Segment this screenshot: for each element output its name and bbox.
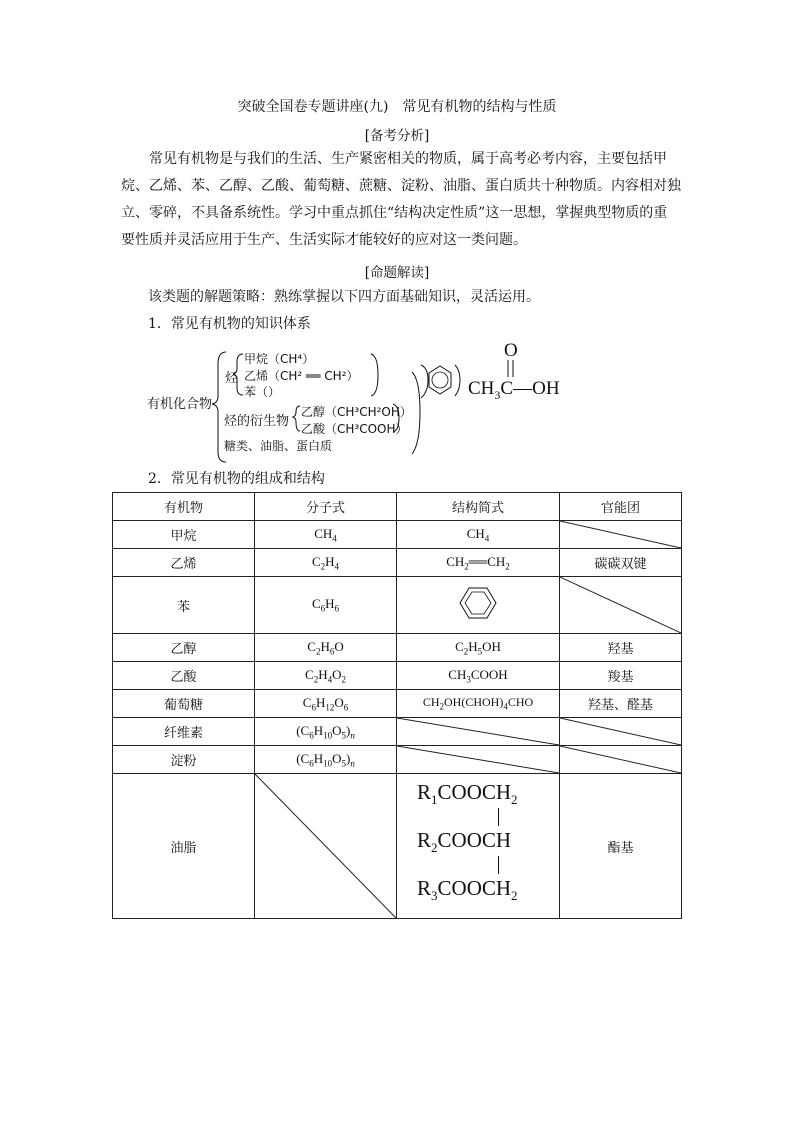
fat-bond-1 [498, 808, 499, 826]
acid-c-label: C [500, 378, 514, 399]
table-row [113, 634, 682, 662]
molecular-formula: $C_2H_4O_2$ [255, 662, 397, 690]
functional-group-empty [560, 718, 682, 746]
root-close-brace [412, 372, 420, 454]
table-row [113, 577, 682, 634]
compound-name: 乙酸 [113, 662, 255, 690]
acid-ch-label: CH [468, 378, 495, 399]
derivative-brace [293, 406, 300, 431]
table-row [113, 549, 682, 577]
tree-acetic-acid: 乙酸（CH³COOH） [301, 422, 408, 436]
compound-name: 油脂 [113, 774, 255, 919]
tree-other-categories: 糖类、油脂、蛋白质 [224, 439, 333, 453]
intro-paragraph: 常见有机物是与我们的生活、生产紧密相关的物质，属于高考必考内容，主要包括甲烷、乙烯、苯、乙醇、乙酸、葡萄糖、蔗糖、淀粉、油脂、蛋白质共十种物质。内容相对独立、零碎，不具备系统性。学习中重点抓住“结构决定性质”这一思想，掌握典型物质的重要性质并灵活应用于生产、生活实际才能较好的应对这一类问题。 [121, 151, 681, 248]
fat-line-2: $R_2COOCH$ [417, 828, 512, 856]
fat-line-1: $R_1COOCH_2$ [417, 780, 518, 808]
benzene-close-brace [455, 365, 460, 396]
compound-name: 乙烯 [113, 549, 255, 577]
structural-formula: $CH_2OH(CHOH)_4CHO$ [397, 690, 560, 718]
tree-methane: 甲烷（CH⁴） [244, 352, 315, 366]
table-header-row [113, 493, 682, 521]
hydrocarbon-close-brace [371, 354, 378, 396]
structural-formula-empty [397, 746, 560, 774]
acetic-acid-structure [468, 378, 560, 403]
benzene-structure [397, 577, 560, 634]
strategy-paragraph: 该类题的解题策略：熟练掌握以下四方面基础知识，灵活运用。 [148, 289, 540, 305]
structural-formula: $CH_3COOH$ [397, 662, 560, 690]
functional-group: 羟基 [560, 634, 682, 662]
compound-name: 甲烷 [113, 521, 255, 549]
tree-hydrocarbon-label: 烃 [225, 371, 239, 386]
structure-heading: 2．常见有机物的组成和结构 [148, 471, 325, 487]
compound-name: 葡萄糖 [113, 690, 255, 718]
knowledge-heading: 1．常见有机物的知识体系 [148, 316, 311, 332]
structural-formula: $CH_2══CH_2$ [397, 549, 560, 577]
fat-bond-2 [498, 856, 499, 874]
compound-name: 纤维素 [113, 718, 255, 746]
compound-name: 苯 [113, 577, 255, 634]
functional-group-empty [560, 577, 682, 634]
acid-bond-dash: — [513, 378, 533, 399]
functional-group-empty [560, 521, 682, 549]
knowledge-tree [0, 0, 794, 470]
header-functional-group: 官能团 [560, 493, 682, 521]
benzene-ring-icon [429, 366, 451, 394]
molecular-formula: $CH_4$ [255, 521, 397, 549]
tree-root-label: 有机化合物 [147, 397, 213, 412]
structural-formula: $CH_4$ [397, 521, 560, 549]
table-row [113, 718, 682, 746]
table-row [113, 662, 682, 690]
tree-benzene: 苯（） [244, 385, 281, 399]
tree-derivative-label: 烃的衍生物 [224, 414, 290, 429]
acid-oh-label: OH [532, 378, 560, 399]
benzene-ring-icon [438, 578, 518, 628]
molecular-formula: $(C_6H_{10}O_5)_n$ [255, 746, 397, 774]
tree-braces [0, 0, 794, 470]
benzene-open-brace [421, 365, 428, 398]
molecular-formula: $C_6H_6$ [255, 577, 397, 634]
tree-ethanol: 乙醇（CH³CH²OH） [301, 405, 412, 419]
functional-group: 羧基 [560, 662, 682, 690]
fat-line-3: $R_3COOCH_2$ [417, 876, 518, 904]
compound-name: 淀粉 [113, 746, 255, 774]
molecular-formula: $C_2H_6O$ [255, 634, 397, 662]
structural-formula-empty [397, 718, 560, 746]
table-row [113, 746, 682, 774]
acid-ch-subscript: 3 [494, 387, 501, 402]
functional-group: 羟基、醛基 [560, 690, 682, 718]
molecular-formula-empty [255, 774, 397, 919]
functional-group-empty [560, 746, 682, 774]
page-title: 突破全国卷专题讲座(九) 常见有机物的结构与性质 [237, 99, 557, 115]
organic-compounds-table [112, 492, 682, 919]
molecular-formula: $C_2H_4$ [255, 549, 397, 577]
header-formula: 分子式 [255, 493, 397, 521]
compound-name: 乙醇 [113, 634, 255, 662]
molecular-formula: $C_6H_{12}O_6$ [255, 690, 397, 718]
functional-group: 碳碳双键 [560, 549, 682, 577]
header-compound: 有机物 [113, 493, 255, 521]
functional-group: 酯基 [560, 774, 682, 919]
fat-structure [397, 774, 560, 919]
table-row [113, 774, 682, 919]
section-heading-interpretation: [命题解读] [364, 265, 430, 281]
structural-formula: $C_2H_5OH$ [397, 634, 560, 662]
acid-oxygen-label: O [504, 340, 518, 361]
header-structure: 结构简式 [397, 493, 560, 521]
tree-ethylene: 乙烯（CH² ══ CH²） [244, 369, 359, 383]
table-row [113, 521, 682, 549]
molecular-formula: $(C_6H_{10}O_5)_n$ [255, 718, 397, 746]
section-heading-analysis: [备考分析] [364, 128, 430, 144]
table-row [113, 690, 682, 718]
